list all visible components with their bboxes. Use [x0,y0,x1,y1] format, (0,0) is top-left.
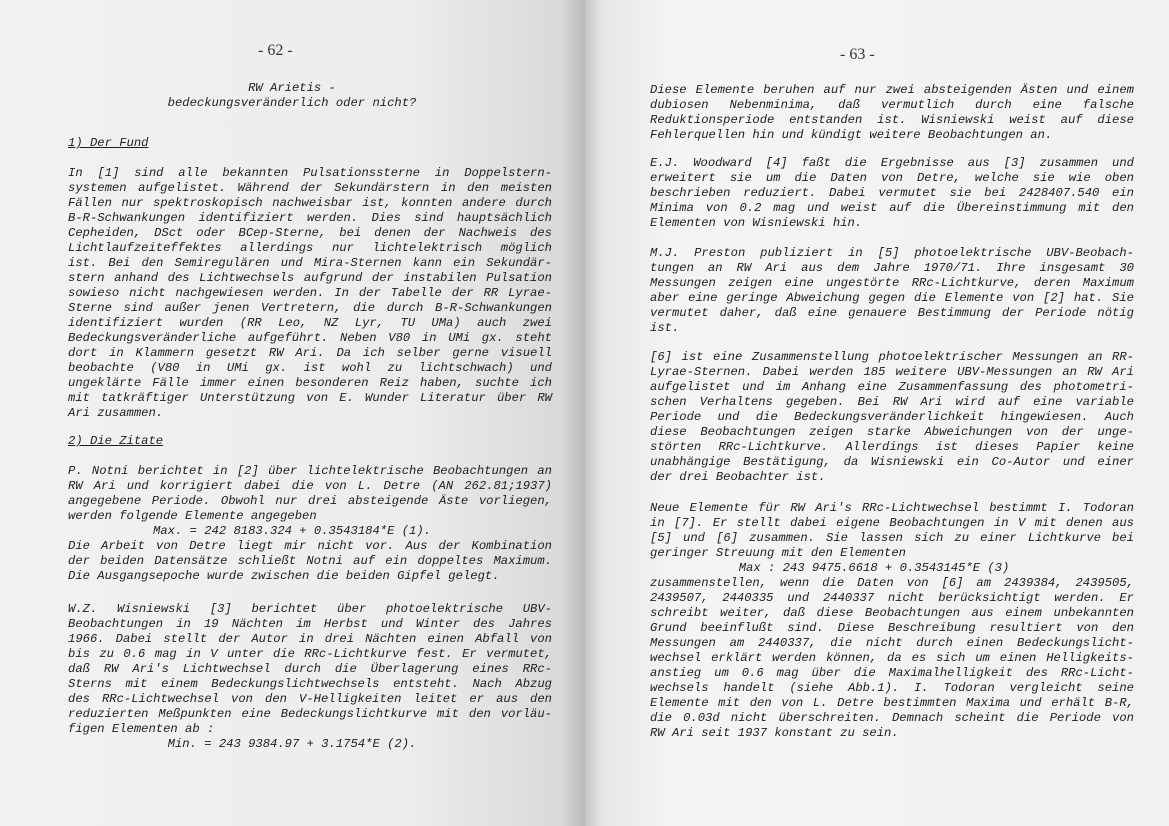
text-line: Sterne sind außer jenen Vertretern, die durch B-R-Schwankungen [68,301,552,315]
page-63 [585,0,1169,826]
paragraph [68,464,552,524]
text-line: M.J. Preston publiziert in [5] photoelektrische UBV-Beobach- [650,246,1134,260]
section-heading-fund: 1) Der Fund [68,136,149,150]
text-line: wechsels handelt (siehe Abb.1). I. Todoran vergleicht seine [650,681,1134,695]
text-line: Die Arbeit von Detre liegt mir nicht vor. Aus der Kombination [68,539,552,553]
title-line: bedeckungsveränderlich oder nicht? [167,96,417,110]
text-line: Elemente mit den von L. Detre bestimmten Maxima und erhält B-R, [650,696,1134,710]
text-line: beschrieben reduziert. Dabei vermutet sie bei 2428407.540 ein [650,186,1134,200]
text-line: RW Ari seit 1937 konstant zu sein. [650,726,899,740]
text-line: störten RRc-Lichtkurve. Allerdings ist dieses Papier keine [650,440,1134,454]
paragraph [68,539,552,584]
text-line: dubiosen Nebenminima, daß vermutlich durch eine falsche [650,98,1134,112]
text-line: [6] ist eine Zusammenstellung photoelektrischer Messungen an RR- [650,350,1134,364]
text-line: Fehlerquellen hin und kündigt weitere Beobachtungen an. [650,128,1053,142]
text-line: Diese Elemente beruhen auf nur zwei absteigenden Ästen und einem [650,83,1134,97]
text-line: Neue Elemente für RW Ari's RRc-Lichtwechsel bestimmt I. Todoran [650,501,1134,515]
text-line: anstieg um 0.6 mag über die Maximalhelligkeit des RRc-Licht- [650,666,1134,680]
text-line: diese Beobachtungen zeigen starke Abweichungen von der unge- [650,425,1134,439]
text-line: tungen an RW Ari aus dem Jahre 1970/71. Ihre insgesamt 30 [650,261,1134,275]
text-line: Bedeckungsveränderliche aufgeführt. Neben V80 in UMi gx. steht [68,331,552,345]
text-line: der beiden Datensätze schließt Notni auf ein doppeltes Maximum. [68,554,552,568]
formula: Max. = 242 8183.324 + 0.3543184*E (1). [153,524,431,538]
text-line: reduzierten Meßpunkten eine Bedeckungslichtkurve mit den vorläu- [68,707,552,721]
text-line: beobachte (V80 in UMi gx. ist wohl zu lichtschwach) und [68,361,552,375]
text-line: Fällen nur spektroskopisch nachweisbar ist, konnten andere durch [68,196,552,210]
paragraph [68,166,552,421]
text-line: Die Ausgangsepoche wurde zwischen die beiden Gipfel gelegt. [68,569,500,583]
text-line: systemen aufgelistet. Während der Sekundärstern in den meisten [68,181,552,195]
page-number: - 62 - [258,42,293,59]
text-line: In [1] sind alle bekannten Pulsationssterne in Doppelstern- [68,166,552,180]
text-line: Messungen zeigen eine ungestörte RRc-Lichtkurve, deren Maximum [650,276,1134,290]
text-line: unabhängige Bestätigung, da Wisniewski ein Co-Autor und einer [650,455,1134,469]
text-line: angegebene Periode. Obwohl nur drei absteigende Äste vorliegen, [68,494,552,508]
paragraph [650,156,1134,231]
text-line: Lyrae-Sternen. Dabei werden 185 weitere UBV-Messungen an RW Ari [650,365,1134,379]
text-line: W.Z. Wisniewski [3] berichtet über photoelektrische UBV- [68,602,552,616]
text-line: [5] und [6] zusammen. Sie lassen sich zu einer Lichtkurve bei [650,531,1134,545]
text-line: des RRc-Lichtwechsel von den V-Helligkeiten leitet er aus den [68,692,552,706]
paragraph [650,501,1134,561]
text-line: 1966. Dabei stellt der Autor in drei Nächten einen Abfall von [68,632,552,646]
formula: Max : 243 9475.6618 + 0.3543145*E (3) [738,561,1010,575]
paragraph [650,246,1134,336]
text-line: B-R-Schwankungen identifiziert werden. Dies sind hauptsächlich [68,211,552,225]
text-line: daß RW Ari's Lichtwechsel durch die Überlagerung eines RRc- [68,662,552,676]
text-line: schreibt weiter, daß diese Beobachtungen aus einem unbekannten [650,606,1134,620]
text-line: mit tatkräftiger Unterstützung von E. Wunder Literatur über RW [68,391,552,405]
page-number: - 63 - [840,46,875,63]
text-line: E.J. Woodward [4] faßt die Ergebnisse aus [3] zusammen und [650,156,1134,170]
text-line: aber eine geringe Abweichung gegen die Elemente von [2] hat. Sie [650,291,1134,305]
text-line: aufgelistet und im Anhang eine Zusammenfassung des photometri- [650,380,1134,394]
text-line: figen Elementen ab : [68,722,215,736]
text-line: dort in Klammern gesetzt RW Ari. Da ich selber gerne visuell [68,346,552,360]
title-line: RW Arietis - [248,81,336,95]
text-line: sowieso nicht nachgewiesen werden. In der Tabelle der RR Lyrae- [68,286,552,300]
text-line: RW Ari und korrigiert dabei die von L. Detre (AN 262.81;1937) [68,479,552,493]
text-line: Elementen von Wisniewski hin. [650,216,863,230]
text-line: Ari zusammen. [68,406,164,420]
text-line: P. Notni berichtet in [2] über lichtelektrische Beobachtungen an [68,464,552,478]
article-title [50,81,534,111]
text-line: Sterns mit einem Bedeckungslichtwechsels entsteht. Nach Abzug [68,677,552,691]
paragraph [68,602,552,737]
paragraph [650,350,1134,485]
section-heading-zitate: 2) Die Zitate [68,434,164,448]
text-line: die 0.03d nicht überschreiten. Demnach scheint die Periode von [650,711,1134,725]
text-line: Beobachtungen in 19 Nächten im Herbst und Winter des Jahres [68,617,552,631]
text-line: ungeklärte Fälle immer einen besonderen Reiz haben, suchte ich [68,376,552,390]
text-line: zusammenstellen, wenn die Daten von [6] am 2439384, 2439505, [650,576,1134,590]
text-line: Lichtlaufzeiteffektes allerdings nur lichtelektrisch möglich [68,241,552,255]
text-line: geringer Streuung mit den Elementen [650,546,906,560]
text-line: wechsel erklärt werden können, da es sich um einen Helligkeits- [650,651,1134,665]
text-line: werden folgende Elemente angegeben [68,509,317,523]
text-line: in [7]. Er stellt dabei eigene Beobachtungen in V mit denen aus [650,516,1134,530]
formula: Min. = 243 9384.97 + 3.1754*E (2). [167,737,417,751]
text-line: ist. [650,321,680,335]
text-line: identifiziert wurden (RR Leo, NZ Lyr, TU UMa) auch zwei [68,316,552,330]
text-line: Periode und die Bedeckungsveränderlichkeit hingewiesen. Auch [650,410,1134,424]
text-line: schen Verhaltens gegeben. Bei RW Ari wird auf eine variable [650,395,1134,409]
text-line: der drei Beobachter ist. [650,470,826,484]
paragraph [650,83,1134,143]
paragraph [650,576,1134,741]
text-line: 2439507, 2440335 und 2440337 nicht berücksichtigt werden. Er [650,591,1134,605]
text-line: Cepheiden, DSct oder BCep-Sterne, bei denen der Nachweis des [68,226,552,240]
text-line: erweitert sie um die Daten von Detre, welche sie wie oben [650,171,1134,185]
text-line: bis zu 0.6 mag in V unter die RRc-Lichtkurve fest. Er vermutet, [68,647,552,661]
text-line: stern anhand des Lichtwechsels aufgrund der instabilen Pulsation [68,271,552,285]
text-line: Minima von 0.2 mag und weist auf die Übereinstimmung mit den [650,201,1134,215]
text-line: Grund beeinflußt sind. Diese Beschreibung resultiert von den [650,621,1134,635]
text-line: vermutet daher, daß eine genauere Bestimmung der Periode nötig [650,306,1134,320]
text-line: ist. Bei den Semiregulären und Mira-Sternen kann ein Sekundär- [68,256,552,270]
text-line: Reduktionsperiode entstanden ist. Wisniewski weist auf diese [650,113,1134,127]
text-line: Messungen am 2440337, die nicht durch einen Bedeckungslicht- [650,636,1134,650]
